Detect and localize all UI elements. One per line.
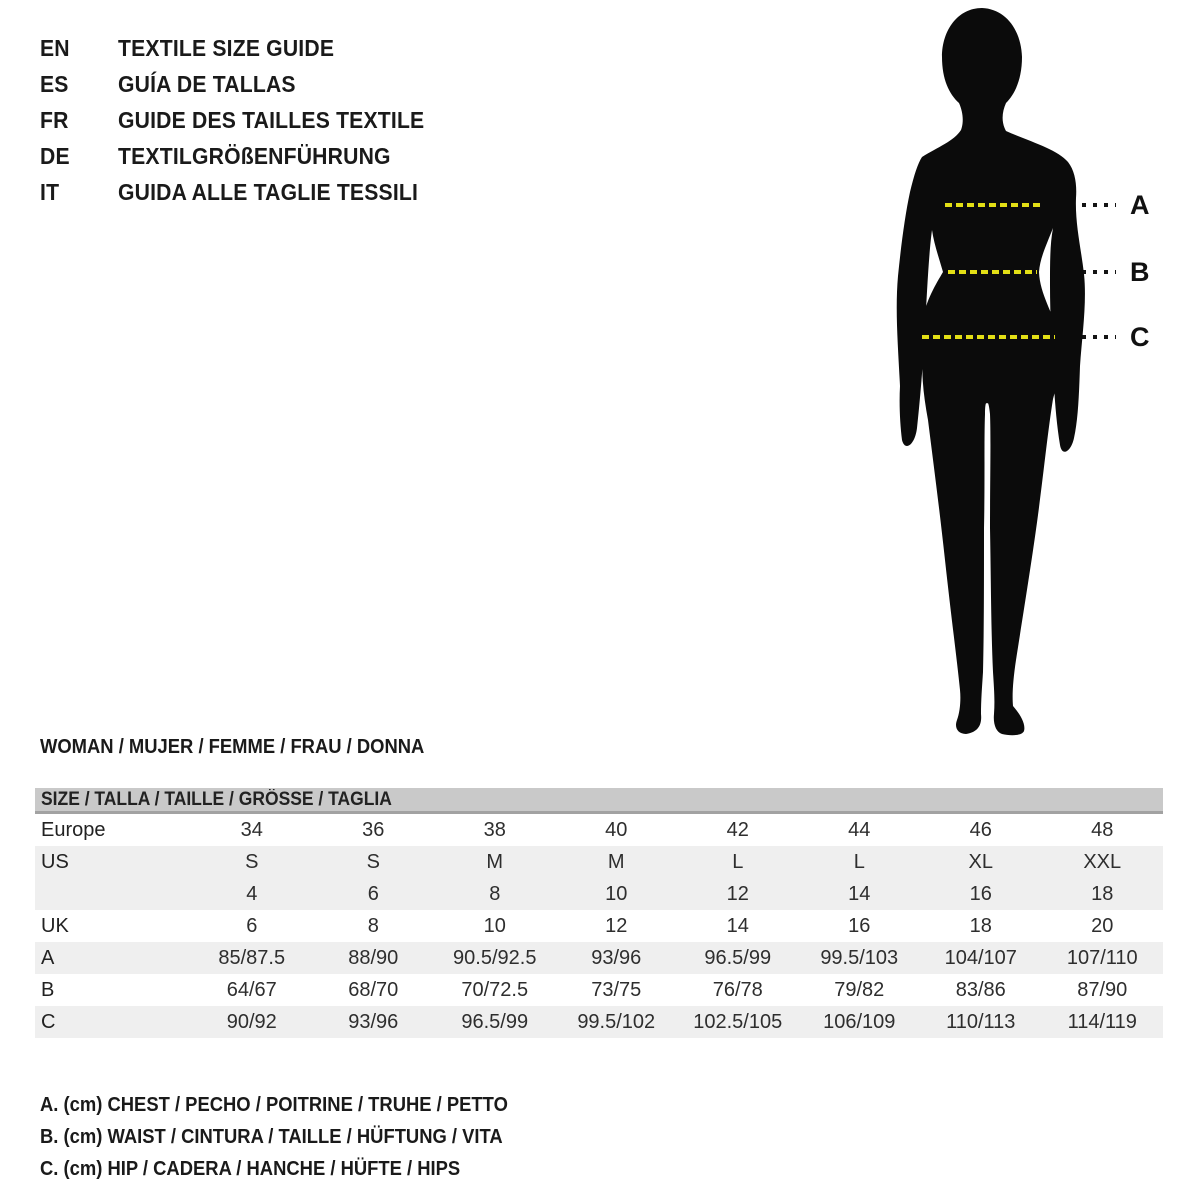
- table-cell: 83/86: [955, 978, 1006, 1001]
- table-cell: 99.5/103: [820, 946, 899, 969]
- table-cell: 12: [605, 914, 628, 937]
- measure-label-a: A: [1130, 190, 1150, 220]
- table-row-label: B: [41, 978, 55, 1001]
- language-code-text: IT: [40, 178, 60, 205]
- table-cell: 18: [1091, 882, 1114, 905]
- table-cell: 10: [605, 882, 628, 905]
- table-cell: 96.5/99: [461, 1010, 529, 1033]
- table-cell: 20: [1091, 914, 1114, 937]
- legend-line: [40, 1153, 549, 1185]
- size-table-header: [35, 788, 1163, 814]
- table-cell: 99.5/102: [577, 1010, 656, 1033]
- size-table: [35, 788, 1163, 1038]
- table-row-label: Europe: [41, 818, 106, 841]
- table-cell: 90.5/92.5: [453, 946, 537, 969]
- table-cell: 70/72.5: [461, 978, 529, 1001]
- language-code: [40, 35, 118, 62]
- language-row: [40, 174, 451, 210]
- table-cell: 90/92: [226, 1010, 277, 1033]
- table-cell: S: [245, 850, 259, 873]
- measure-label-c: C: [1130, 322, 1150, 352]
- table-cell: XL: [968, 850, 993, 873]
- table-cell: 38: [483, 818, 506, 841]
- size-table-body: [35, 814, 1163, 1038]
- table-cell: 104/107: [944, 946, 1017, 969]
- table-cell: 102.5/105: [693, 1010, 783, 1033]
- table-cell: 8: [367, 914, 379, 937]
- table-cell: 36: [362, 818, 385, 841]
- table-cell: 87/90: [1077, 978, 1128, 1001]
- table-cell: 40: [605, 818, 628, 841]
- table-cell: 88/90: [348, 946, 399, 969]
- table-row: [35, 878, 1163, 910]
- table-row: [35, 814, 1163, 846]
- table-cell: 18: [969, 914, 992, 937]
- table-cell: 76/78: [712, 978, 763, 1001]
- table-cell: 64/67: [226, 978, 277, 1001]
- table-cell: 16: [969, 882, 992, 905]
- table-cell: 8: [489, 882, 501, 905]
- table-cell: 85/87.5: [218, 946, 286, 969]
- table-cell: 107/110: [1066, 946, 1138, 969]
- table-cell: S: [366, 850, 380, 873]
- language-title: [118, 35, 451, 62]
- measure-label-b: B: [1130, 257, 1150, 287]
- table-cell: L: [853, 850, 865, 873]
- language-title-text: GUÍA DE TALLAS: [118, 70, 296, 97]
- legend-line-text: C. (cm) HIP / CADERA / HANCHE / HÜFTE / HIPS: [40, 1158, 461, 1180]
- language-title: [118, 179, 451, 206]
- table-cell: XXL: [1083, 850, 1122, 873]
- table-cell: 44: [848, 818, 871, 841]
- legend-line: [40, 1089, 549, 1121]
- language-row: [40, 102, 451, 138]
- language-code-text: FR: [40, 106, 69, 133]
- table-row-label: US: [41, 850, 69, 873]
- language-row: [40, 138, 451, 174]
- table-cell: 96.5/99: [704, 946, 772, 969]
- language-title: [118, 143, 451, 170]
- table-row: [35, 942, 1163, 974]
- table-cell: 79/82: [834, 978, 885, 1001]
- table-cell: 6: [367, 882, 379, 905]
- table-cell: M: [607, 850, 625, 873]
- table-cell: 114/119: [1067, 1010, 1137, 1033]
- language-title-list: [40, 30, 451, 210]
- table-cell: 110/113: [946, 1010, 1016, 1033]
- language-title-text: GUIDE DES TAILLES TEXTILE: [118, 106, 425, 133]
- language-title-text: TEXTILE SIZE GUIDE: [118, 34, 335, 61]
- language-title-text: TEXTILGRÖßENFÜHRUNG: [118, 142, 391, 169]
- language-code: [40, 107, 118, 134]
- language-code-text: DE: [40, 142, 70, 169]
- legend-line-text: A. (cm) CHEST / PECHO / POITRINE / TRUHE / PETTO: [40, 1094, 508, 1116]
- language-code-text: ES: [40, 70, 69, 97]
- language-code: [40, 143, 118, 170]
- section-heading-text: WOMAN / MUJER / FEMME / FRAU / DONNA: [40, 736, 425, 758]
- table-cell: 14: [848, 882, 871, 905]
- woman-silhouette: [897, 8, 1085, 735]
- legend-line: [40, 1121, 549, 1153]
- table-row: [35, 1006, 1163, 1038]
- language-row: [40, 66, 451, 102]
- table-cell: 12: [726, 882, 749, 905]
- table-cell: 73/75: [591, 978, 642, 1001]
- language-title-text: GUIDA ALLE TAGLIE TESSILI: [118, 178, 419, 205]
- language-code: [40, 179, 118, 206]
- table-cell: 46: [969, 818, 992, 841]
- table-cell: 6: [246, 914, 258, 937]
- language-title: [118, 71, 451, 98]
- table-row: [35, 846, 1163, 878]
- table-cell: 14: [726, 914, 749, 937]
- section-heading-woman: [40, 736, 458, 759]
- table-cell: 34: [240, 818, 263, 841]
- table-cell: M: [486, 850, 504, 873]
- table-cell: 106/109: [823, 1010, 896, 1033]
- table-cell: 93/96: [591, 946, 642, 969]
- table-cell: 68/70: [348, 978, 399, 1001]
- table-cell: L: [732, 850, 744, 873]
- language-code: [40, 71, 118, 98]
- measurement-legend: [40, 1089, 549, 1185]
- legend-line-text: B. (cm) WAIST / CINTURA / TAILLE / HÜFTUNG / VITA: [40, 1126, 503, 1148]
- language-title: [118, 107, 451, 134]
- language-row: [40, 30, 451, 66]
- table-row: [35, 974, 1163, 1006]
- woman-silhouette-figure: [860, 0, 1200, 740]
- table-row: [35, 910, 1163, 942]
- table-row-label: A: [41, 946, 55, 969]
- table-cell: 93/96: [348, 1010, 399, 1033]
- language-code-text: EN: [40, 34, 70, 61]
- size-table-header-text: SIZE / TALLA / TAILLE / GRÖSSE / TAGLIA: [41, 789, 392, 810]
- table-cell: 48: [1091, 818, 1114, 841]
- table-cell: 10: [483, 914, 506, 937]
- table-row-label: UK: [41, 914, 69, 937]
- table-cell: 4: [246, 882, 258, 905]
- table-cell: 16: [848, 914, 871, 937]
- table-cell: 42: [726, 818, 749, 841]
- table-row-label: C: [41, 1010, 56, 1033]
